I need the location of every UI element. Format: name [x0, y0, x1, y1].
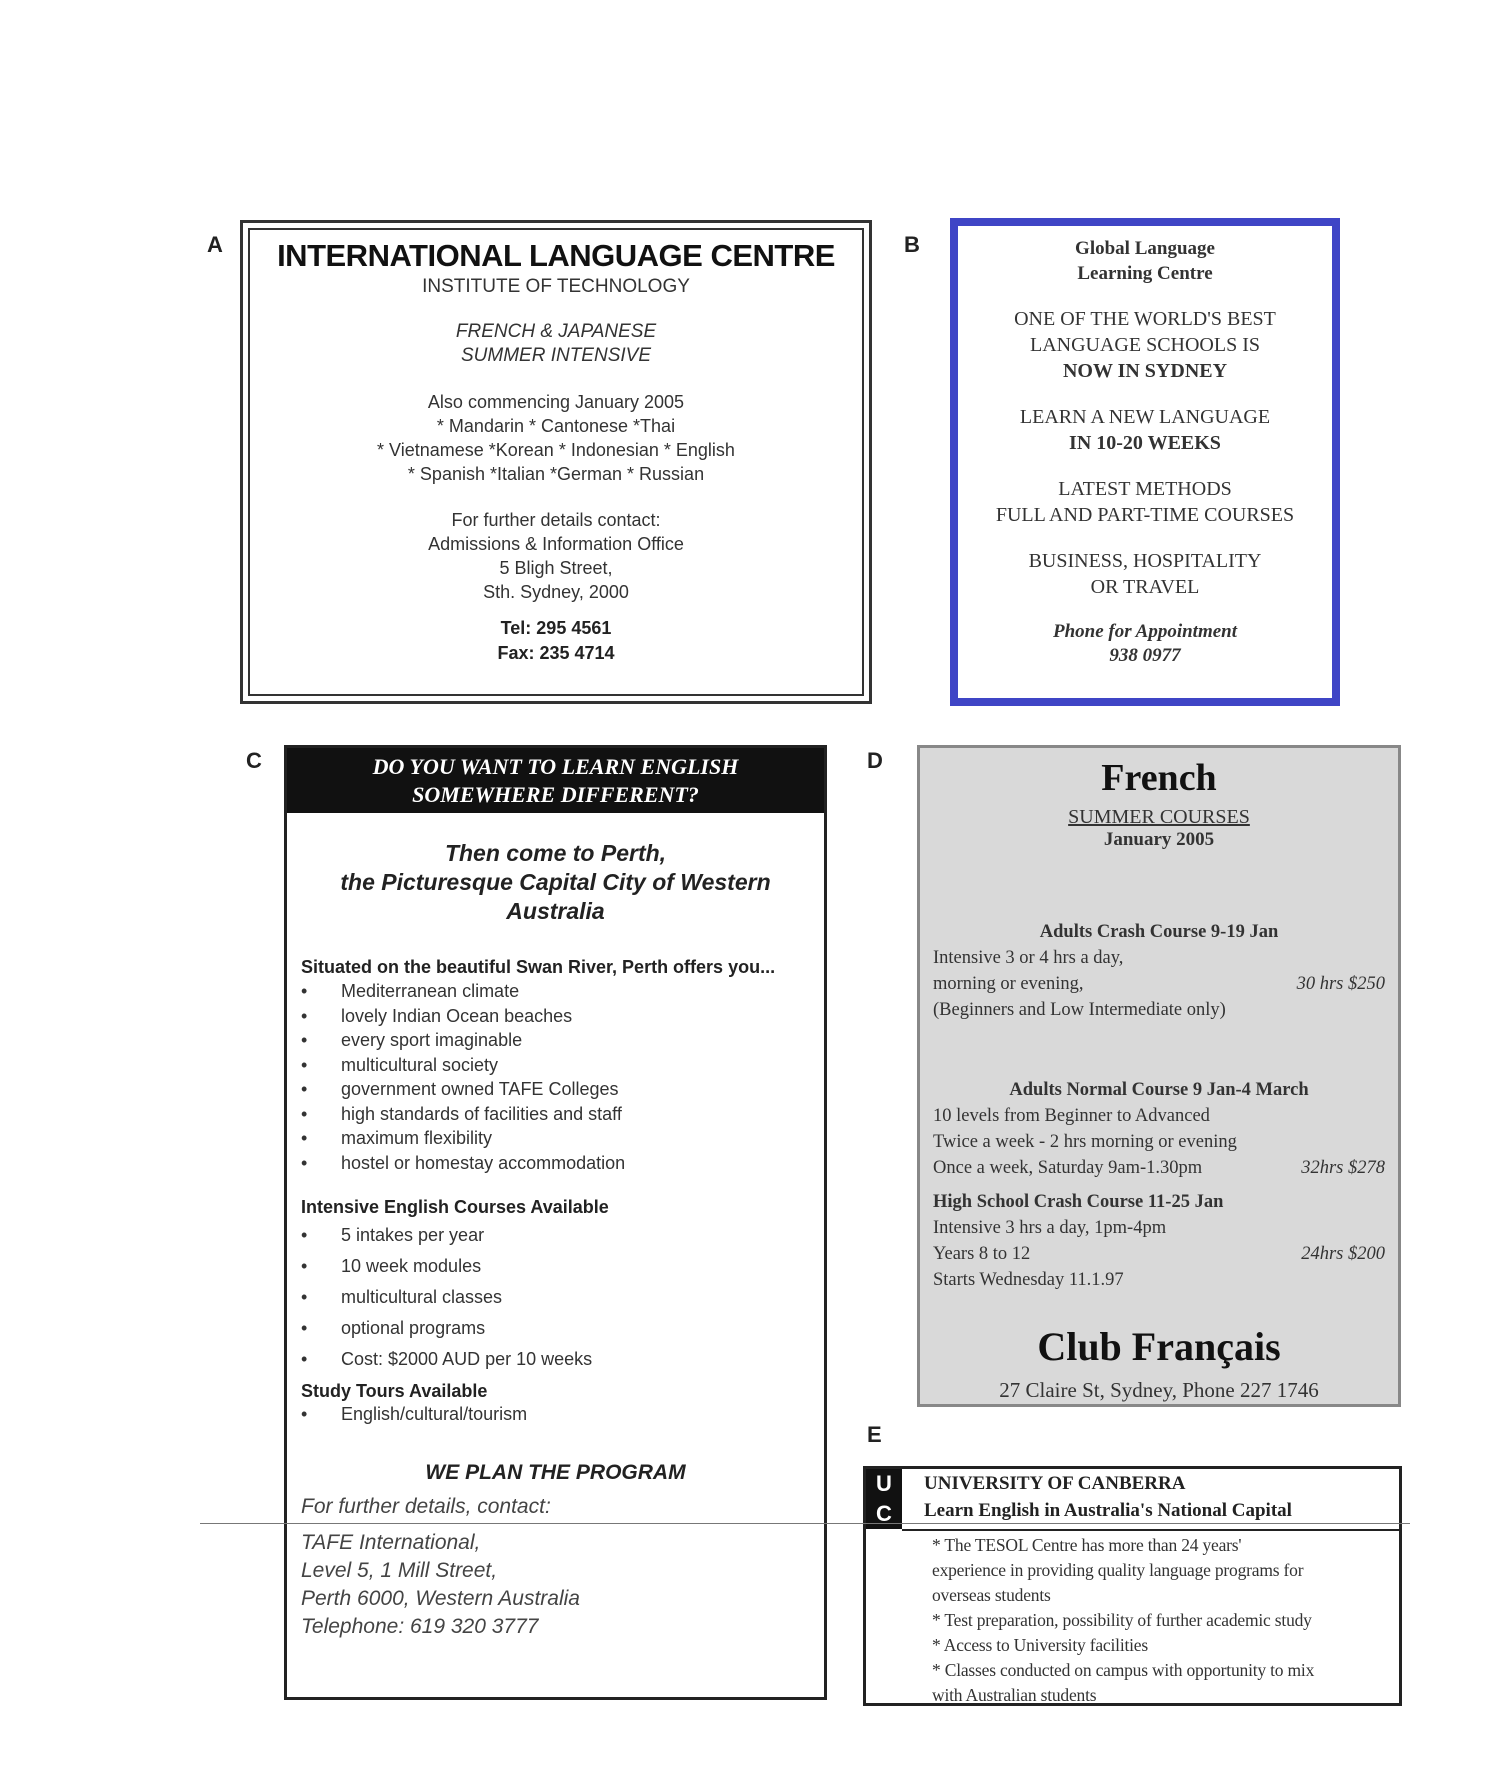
language-line: * Mandarin * Cantonese *Thai: [436, 416, 676, 436]
further-details: For further details, contact:: [301, 1494, 551, 1518]
para-line: OR TRAVEL: [1090, 576, 1200, 598]
high-school-line: Years 8 to 12: [933, 1244, 1031, 1264]
point-line: * Access to University facilities: [932, 1635, 1148, 1655]
intensive-line: FRENCH & JAPANESE: [455, 321, 657, 342]
courses-heading: Intensive English Courses Available: [301, 1197, 609, 1217]
list-item: • high standards of facilities and staff: [301, 1102, 810, 1127]
list-item: • multicultural society: [301, 1053, 810, 1078]
heading-line: UNIVERSITY OF CANBERRA: [924, 1473, 1186, 1494]
high-school-section: [920, 1189, 1398, 1293]
banner-line: SOMEWHERE DIFFERENT?: [412, 782, 699, 807]
phone-label: Phone for Appointment: [1052, 621, 1238, 642]
list-item: • hostel or homestay accommodation: [301, 1151, 810, 1176]
label-a: A: [207, 232, 223, 257]
advert-a-title: INTERNATIONAL LANGUAGE CENTRE: [277, 238, 835, 273]
tours-heading: Study Tours Available: [301, 1381, 488, 1401]
crash-course-line: (Beginners and Low Intermediate only): [933, 1000, 1226, 1020]
list-item: • 5 intakes per year: [301, 1220, 810, 1251]
high-school-line: Intensive 3 hrs a day, 1pm-4pm: [933, 1218, 1167, 1238]
normal-course-row: [933, 1155, 1385, 1181]
high-school-row: [933, 1241, 1385, 1267]
point-line: * Classes conducted on campus with opportunity to mix: [932, 1660, 1315, 1680]
label-c: C: [246, 748, 262, 773]
crash-course-line: Intensive 3 or 4 hrs a day,: [933, 948, 1124, 968]
label-d: D: [867, 748, 883, 773]
crash-course-price: 30 hrs $250: [1296, 974, 1385, 994]
contact-line: Sth. Sydney, 2000: [483, 582, 629, 602]
list-item: • Mediterranean climate: [301, 979, 810, 1004]
advert-d-title: French: [1101, 757, 1217, 799]
point-line: * Test preparation, possibility of further academic study: [932, 1610, 1312, 1630]
perth-line: the Picturesque Capital City of Western: [340, 869, 771, 895]
contact-line: 5 Bligh Street,: [499, 558, 613, 578]
advert-a-inner: [248, 228, 864, 696]
advert-d-month: January 2005: [1103, 829, 1215, 850]
high-school-line: Starts Wednesday 11.1.97: [933, 1270, 1124, 1290]
para-line: BUSINESS, HOSPITALITY: [1028, 550, 1262, 572]
advert-b-para-best: [958, 306, 1332, 384]
advert-international-language-centre: [240, 220, 872, 704]
advert-e-points: [932, 1533, 1389, 1708]
heading-line: Learn English in Australia's National Capital: [924, 1500, 1292, 1521]
advert-b-para-business: [958, 548, 1332, 600]
list-item: • lovely Indian Ocean beaches: [301, 1004, 810, 1029]
crash-course-line: morning or evening,: [933, 974, 1084, 994]
advert-b-phone: [958, 620, 1332, 668]
advert-c-banner: [287, 748, 824, 813]
logo-letter: U: [876, 1471, 892, 1496]
advert-a-phones: [250, 616, 862, 666]
high-school-heading: High School Crash Course 11-25 Jan: [933, 1192, 1224, 1212]
language-line: * Vietnamese *Korean * Indonesian * English: [377, 440, 735, 460]
advert-a-subtitle: INSTITUTE OF TECHNOLOGY: [422, 276, 690, 297]
advert-global-language-learning-centre: [950, 218, 1340, 706]
point-line: * The TESOL Centre has more than 24 years': [932, 1535, 1242, 1555]
point-line: experience in providing quality language programs for: [932, 1560, 1304, 1580]
para-line-bold: IN 10-20 WEEKS: [1069, 432, 1221, 454]
normal-course-line: Twice a week - 2 hrs morning or evening: [933, 1132, 1237, 1152]
banner-line: DO YOU WANT TO LEARN ENGLISH: [372, 754, 739, 779]
normal-course-section: [920, 1077, 1398, 1181]
heading-divider: [902, 1529, 1399, 1531]
courses-list: [301, 1220, 810, 1375]
address-line: TAFE International,: [301, 1530, 481, 1554]
advert-c-perth: [287, 839, 824, 926]
advert-a-contact: [250, 508, 862, 604]
logo-letter: C: [876, 1501, 892, 1526]
language-line: Also commencing January 2005: [427, 392, 685, 412]
para-line: ONE OF THE WORLD'S BEST: [1014, 308, 1276, 330]
list-item: • government owned TAFE Colleges: [301, 1077, 810, 1102]
address-line: Level 5, 1 Mill Street,: [301, 1558, 498, 1582]
tours-list: [301, 1402, 810, 1427]
list-item: • optional programs: [301, 1313, 810, 1344]
crash-course-heading: Adults Crash Course 9-19 Jan: [1039, 922, 1279, 942]
language-line: * Spanish *Italian *German * Russian: [407, 464, 705, 484]
address-line: Perth 6000, Western Australia: [301, 1586, 580, 1610]
plan-heading: WE PLAN THE PROGRAM: [425, 1460, 686, 1484]
para-line: FULL AND PART-TIME COURSES: [995, 504, 1295, 526]
list-item: • every sport imaginable: [301, 1028, 810, 1053]
point-line: overseas students: [932, 1585, 1051, 1605]
club-address: 27 Claire St, Sydney, Phone 227 1746: [999, 1378, 1319, 1402]
para-line: LANGUAGE SCHOOLS IS: [1029, 334, 1260, 356]
contact-line: For further details contact:: [451, 510, 661, 530]
advert-c-intro: Situated on the beautiful Swan River, Perth offers you...: [301, 957, 776, 977]
advert-b-para-learn: [958, 404, 1332, 456]
advert-university-of-canberra: [863, 1466, 1402, 1706]
advert-b-name: [958, 236, 1332, 286]
club-name: Club Français: [1037, 1324, 1281, 1369]
contact-line: Admissions & Information Office: [428, 534, 684, 554]
intensive-line: SUMMER INTENSIVE: [460, 345, 652, 366]
offers-list: [301, 979, 810, 1175]
advert-c-body: [287, 956, 824, 1641]
crash-course-row: [933, 971, 1385, 997]
label-b: B: [904, 232, 920, 257]
perth-line: Australia: [506, 898, 605, 924]
list-item: • Cost: $2000 AUD per 10 weeks: [301, 1344, 810, 1375]
normal-course-line: 10 levels from Beginner to Advanced: [933, 1106, 1210, 1126]
advert-a-intensive: [250, 320, 862, 368]
name-line: Global Language: [1075, 238, 1215, 259]
advert-b-para-methods: [958, 476, 1332, 528]
tel-number: Tel: 295 4561: [500, 618, 612, 638]
para-line: LEARN A NEW LANGUAGE: [1019, 406, 1271, 428]
fax-number: Fax: 235 4714: [497, 643, 615, 663]
advert-a-languages: [250, 390, 862, 486]
normal-course-line: Once a week, Saturday 9am-1.30pm: [933, 1158, 1203, 1178]
crash-course-section: [920, 919, 1398, 1023]
list-item: • multicultural classes: [301, 1282, 810, 1313]
address-line: Telephone: 619 320 3777: [301, 1614, 539, 1638]
list-item: • English/cultural/tourism: [301, 1402, 810, 1427]
label-e: E: [867, 1422, 882, 1447]
point-line: with Australian students: [932, 1685, 1097, 1705]
list-item: • 10 week modules: [301, 1251, 810, 1282]
advert-e-heading: [924, 1469, 1399, 1524]
normal-course-heading: Adults Normal Course 9 Jan-4 March: [1009, 1080, 1309, 1100]
name-line: Learning Centre: [1077, 263, 1213, 284]
advert-d-summer: SUMMER COURSES: [1068, 806, 1250, 828]
high-school-price: 24hrs $200: [1301, 1244, 1385, 1264]
para-line: LATEST METHODS: [1058, 478, 1232, 500]
phone-number: 938 0977: [1109, 645, 1181, 666]
normal-course-price: 32hrs $278: [1301, 1158, 1385, 1178]
advert-c-address: [301, 1529, 810, 1641]
advert-club-francais: [917, 745, 1401, 1407]
para-line-bold: NOW IN SYDNEY: [1062, 360, 1228, 382]
perth-line: Then come to Perth,: [444, 840, 667, 866]
list-item: • maximum flexibility: [301, 1126, 810, 1151]
advert-tafe-perth: [284, 745, 827, 1700]
scan-divider-line: [200, 1523, 1410, 1524]
uc-logo: [866, 1469, 902, 1529]
